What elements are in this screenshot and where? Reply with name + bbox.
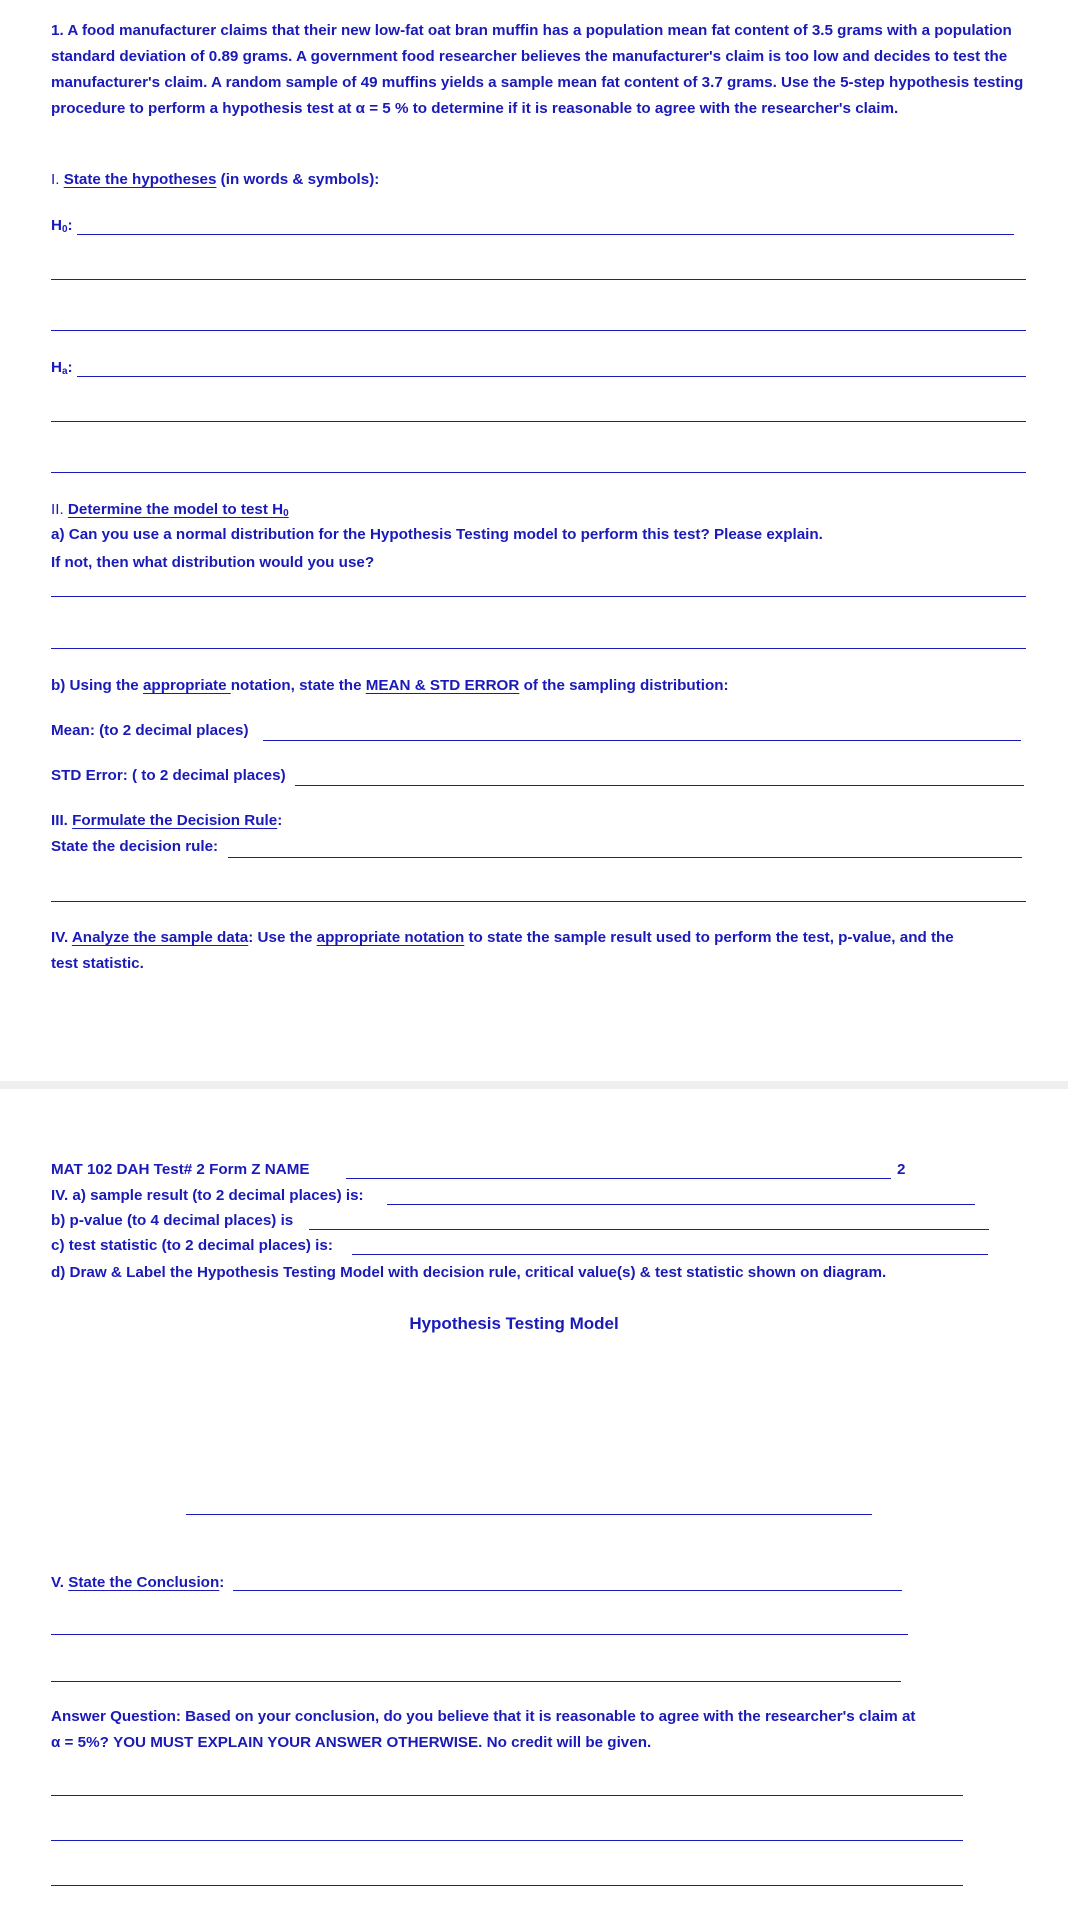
stderr-answer-line[interactable] <box>295 785 1024 786</box>
name-answer-line[interactable] <box>346 1178 891 1179</box>
iv-d-label: d) Draw & Label the Hypothesis Testing Model with decision rule, critical value(s) & test statistic shown on diagram. <box>51 1264 887 1281</box>
decision-rule-answer-line[interactable] <box>228 857 1022 858</box>
step5-title: State the Conclusion <box>68 1574 220 1591</box>
step1-heading: I. State the hypotheses (in words & symbols): <box>51 171 380 188</box>
model-title: Hypothesis Testing Model <box>409 1314 619 1333</box>
iv-c-answer-line[interactable] <box>352 1254 988 1255</box>
step2-heading: II. Determine the model to test $H_0$ <box>51 501 289 519</box>
mean-label: Mean: (to 2 decimal places) <box>51 722 249 739</box>
iv-a-answer-line[interactable] <box>387 1204 975 1205</box>
ha-label: $H_a$: <box>51 359 73 377</box>
question-a-answer-line-2[interactable] <box>51 648 1026 649</box>
decision-rule-label: State the decision rule: <box>51 838 219 855</box>
answer-line-1[interactable] <box>51 1795 963 1796</box>
answer-line-3[interactable] <box>51 1885 963 1886</box>
iv-b-label: b) p-value (to 4 decimal places) is <box>51 1212 294 1229</box>
iv-b-answer-line[interactable] <box>309 1229 989 1230</box>
ha-answer-line[interactable] <box>77 376 1026 377</box>
step3-title: Formulate the Decision Rule <box>72 812 278 829</box>
mean-answer-line[interactable] <box>263 740 1021 741</box>
step4-title: Analyze the sample data <box>71 929 249 946</box>
conclusion-answer-line-2[interactable] <box>51 1634 908 1635</box>
page2-header: MAT 102 DAH Test# 2 Form Z NAME <box>51 1161 310 1178</box>
page-number: 2 <box>897 1161 906 1178</box>
conclusion-answer-line-3[interactable] <box>51 1681 901 1682</box>
question-a-answer-line-1[interactable] <box>51 596 1026 597</box>
iv-a-label: IV. a) sample result (to 2 decimal places) is: <box>51 1187 364 1204</box>
conclusion-answer-line[interactable] <box>233 1590 902 1591</box>
h0-answer-line-2[interactable] <box>51 279 1026 280</box>
stderr-label: STD Error: ( to 2 decimal places) <box>51 767 286 784</box>
step1-title: State the hypotheses <box>63 171 217 188</box>
step3-heading: III. Formulate the Decision Rule: <box>51 812 283 829</box>
question-a-line2: If not, then what distribution would you use? <box>51 554 375 571</box>
h0-answer-line[interactable] <box>77 234 1014 235</box>
answer-question-line1: Answer Question: Based on your conclusion, do you believe that it is reasonable to agree with the researcher's claim at <box>51 1708 916 1725</box>
problem-statement: 1. A food manufacturer claims that their new low-fat oat bran muffin has a population mean fat content of 3.5 grams with a population standard deviation of 0.89 grams. A government food researcher believes the manufacturer's claim is too low and decides to test the manufacturer's claim. A random sample of 49 muffins yields a sample mean fat content of 3.7 grams. Use the 5-step hypothesis testing procedure to perform a hypothesis test at α = 5 % to determine if it is reasonable to agree with the researcher's claim. <box>51 22 1024 117</box>
step4-line2: test statistic. <box>51 955 144 972</box>
iv-c-label: c) test statistic (to 2 decimal places) is: <box>51 1237 333 1254</box>
decision-rule-answer-line-2[interactable] <box>51 901 1026 902</box>
answer-line-2[interactable] <box>51 1840 963 1841</box>
model-axis-line[interactable] <box>186 1514 872 1515</box>
question-a-line1: a) Can you use a normal distribution for the Hypothesis Testing model to perform this test? Please explain. <box>51 526 823 543</box>
h0-label: $H_0$: <box>51 217 73 235</box>
page-break <box>0 1081 1068 1089</box>
h0-answer-line-3[interactable] <box>51 330 1026 331</box>
question-b: b) Using the appropriate notation, state the MEAN & STD ERROR of the sampling distribution: <box>51 677 729 694</box>
ha-answer-line-3[interactable] <box>51 472 1026 473</box>
answer-question-line2: α = 5%? YOU MUST EXPLAIN YOUR ANSWER OTHERWISE. No credit will be given. <box>51 1734 652 1751</box>
ha-answer-line-2[interactable] <box>51 421 1026 422</box>
step5-heading: V. State the Conclusion: <box>51 1574 225 1591</box>
step4-heading: IV. Analyze the sample data: Use the appropriate notation to state the sample result used to perform the test, p-value, and the <box>51 929 954 946</box>
step2-title: Determine the model to test $H_0$ <box>67 501 289 519</box>
